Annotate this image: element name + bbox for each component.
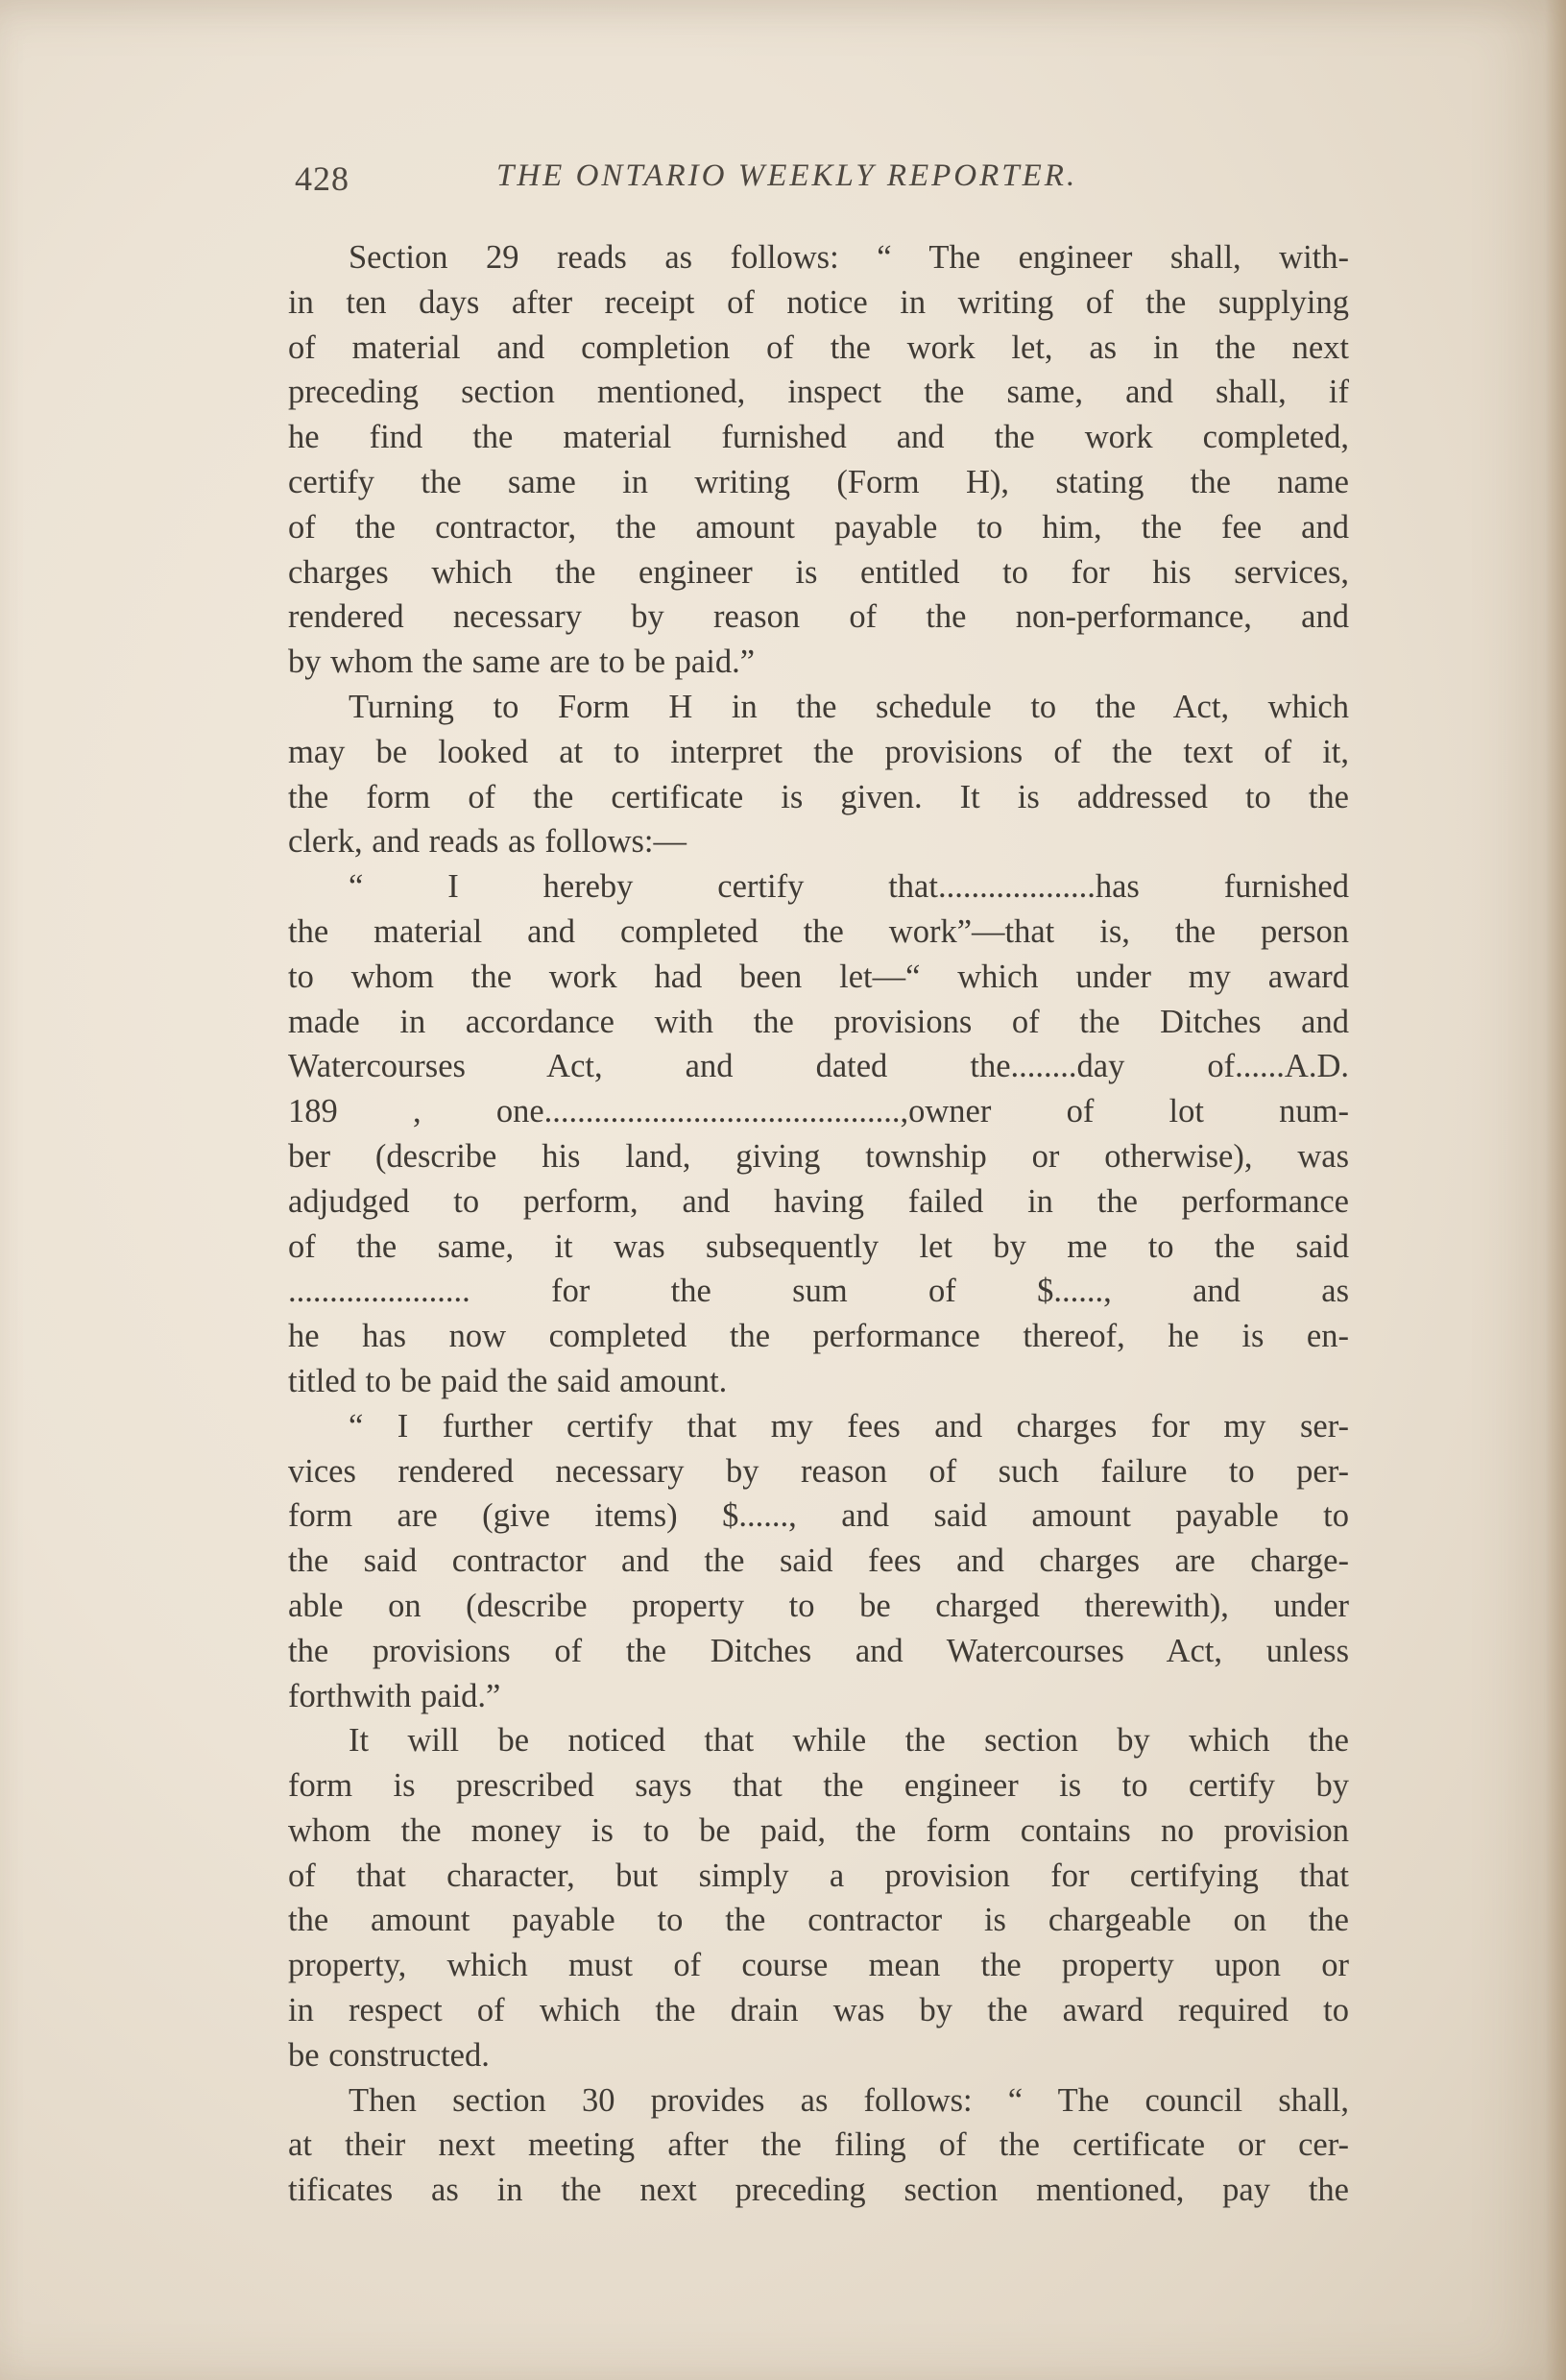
body-text xyxy=(288,235,1349,2213)
text-line: at their next meeting after the filing of the certificate or cer- xyxy=(288,2126,1349,2164)
page-header xyxy=(295,158,1351,206)
text-line: the amount payable to the contractor is chargeable on the xyxy=(288,1902,1349,1939)
text-line: Then section 30 provides as follows: “ The council shall, xyxy=(349,2081,1349,2119)
text-line: vices rendered necessary by reason of such failure to per- xyxy=(288,1452,1349,1490)
text-line: of material and completion of the work let, as in the next xyxy=(288,328,1349,366)
text-line: the material and completed the work”—that is, the person xyxy=(288,912,1349,950)
text-line: “ I further certify that my fees and charges for my ser- xyxy=(349,1407,1349,1445)
text-line: charges which the engineer is entitled to for his services, xyxy=(288,553,1349,591)
text-line: adjudged to perform, and having failed in the performance xyxy=(288,1182,1349,1220)
text-line: made in accordance with the provisions of the Ditches and xyxy=(288,1003,1349,1040)
text-line: “ I hereby certify that...................has furnished xyxy=(349,868,1349,906)
text-line: in ten days after receipt of notice in writing of the supplying xyxy=(288,283,1349,321)
text-line: 189 , one...........................................,owner of lot num- xyxy=(288,1093,1349,1130)
text-line: ...................... for the sum of $......, and as xyxy=(288,1273,1349,1310)
text-line: preceding section mentioned, inspect the same, and shall, if xyxy=(288,374,1349,411)
text-line: forthwith paid.” xyxy=(288,1677,501,1714)
text-line: Watercourses Act, and dated the........day of......A.D. xyxy=(288,1048,1349,1085)
text-line: certify the same in writing (Form H), stating the name xyxy=(288,463,1349,500)
text-line: rendered necessary by reason of the non-performance, and xyxy=(288,598,1349,636)
text-line: whom the money is to be paid, the form contains no provision xyxy=(288,1811,1349,1849)
page-edge-shadow xyxy=(1545,0,1566,2380)
running-title: THE ONTARIO WEEKLY REPORTER. xyxy=(496,158,1078,193)
text-line: of the same, it was subsequently let by me to the said xyxy=(288,1227,1349,1265)
text-line: form is prescribed says that the engineer is to certify by xyxy=(288,1767,1349,1805)
text-line: clerk, and reads as follows:— xyxy=(288,823,687,861)
text-line: the form of the certificate is given. It is addressed to the xyxy=(288,778,1349,815)
text-line: in respect of which the drain was by the award required to xyxy=(288,1992,1349,2029)
text-line: the provisions of the Ditches and Watercourses Act, unless xyxy=(288,1632,1349,1669)
text-line: form are (give items) $......, and said amount payable to xyxy=(288,1497,1349,1535)
text-line: the said contractor and the said fees and charges are charge- xyxy=(288,1542,1349,1580)
text-line: Turning to Form H in the schedule to the Act, which xyxy=(349,688,1349,725)
text-line: able on (describe property to be charged therewith), under xyxy=(288,1587,1349,1624)
text-line: It will be noticed that while the section by which the xyxy=(349,1722,1349,1760)
text-line: property, which must of course mean the property upon or xyxy=(288,1947,1349,1984)
text-line: titled to be paid the said amount. xyxy=(288,1362,728,1399)
page-number: 428 xyxy=(295,159,349,198)
text-line: tificates as in the next preceding section mentioned, pay the xyxy=(288,2172,1349,2209)
text-line: may be looked at to interpret the provisions of the text of it, xyxy=(288,733,1349,770)
text-line: of that character, but simply a provision for certifying that xyxy=(288,1857,1349,1894)
text-line: he find the material furnished and the work completed, xyxy=(288,419,1349,456)
text-line: by whom the same are to be paid.” xyxy=(288,644,756,681)
text-line: to whom the work had been let—“ which under my award xyxy=(288,958,1349,995)
text-line: ber (describe his land, giving township or otherwise), was xyxy=(288,1137,1349,1175)
text-line: of the contractor, the amount payable to him, the fee and xyxy=(288,508,1349,546)
text-line: be constructed. xyxy=(288,2036,490,2074)
text-line: Section 29 reads as follows: “ The engineer shall, with- xyxy=(349,239,1349,276)
text-line: he has now completed the performance thereof, he is en- xyxy=(288,1318,1349,1355)
